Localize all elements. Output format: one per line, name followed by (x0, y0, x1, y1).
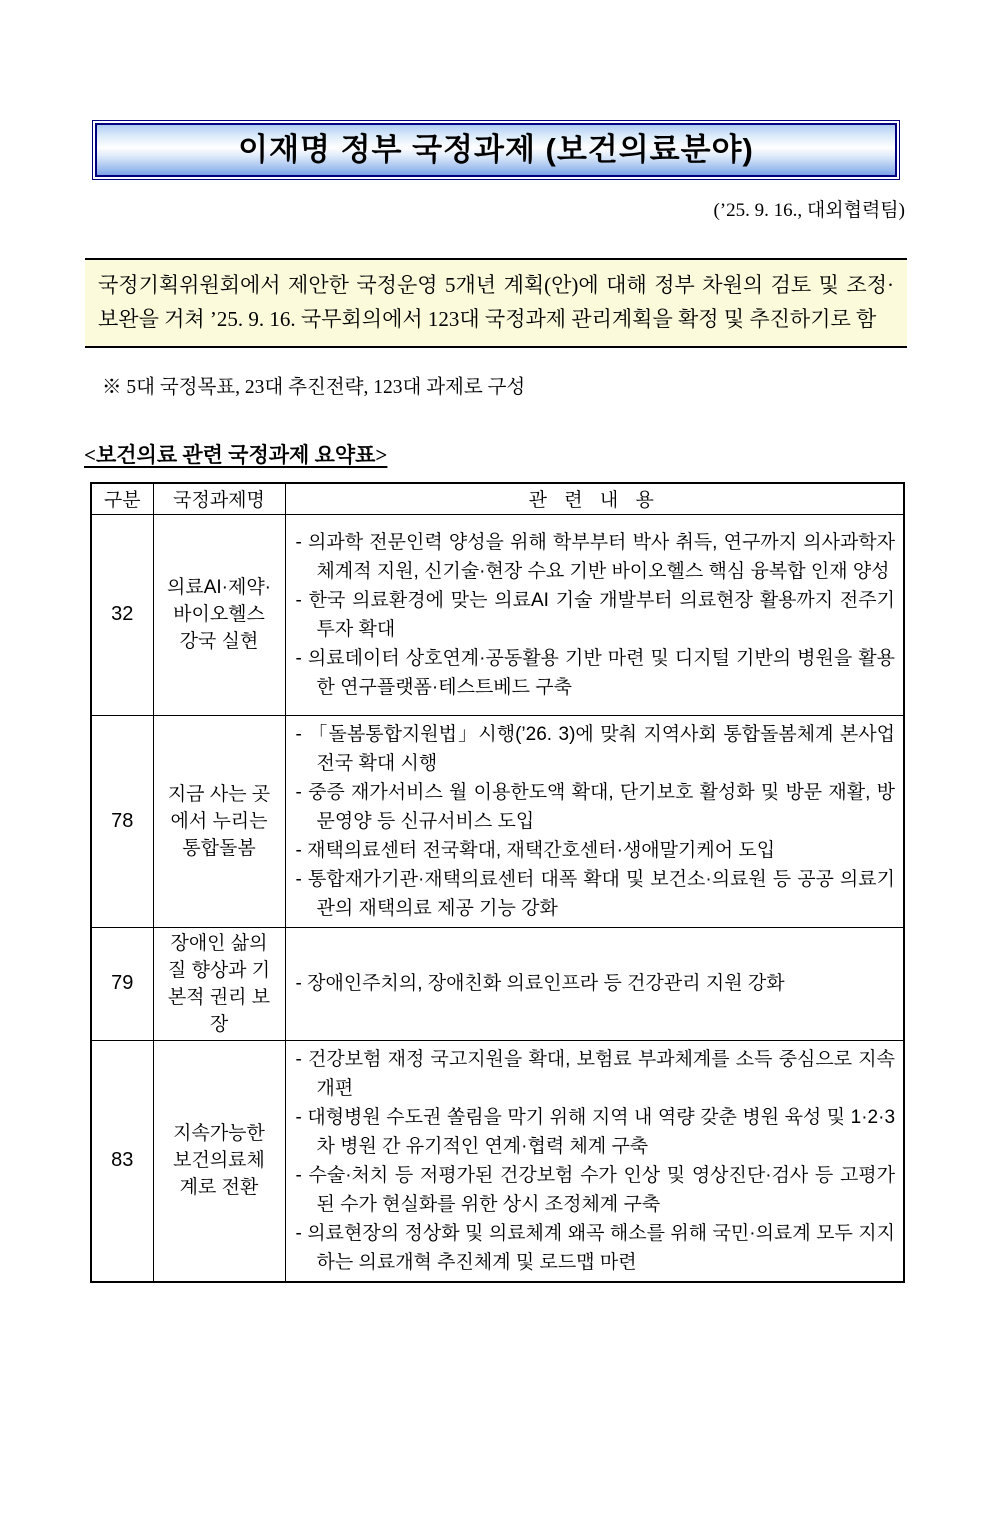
composition-note: ※ 5대 국정목표, 23대 추진전략, 123대 과제로 구성 (102, 377, 526, 398)
table-section-title: <보건의료 관련 국정과제 요약표> (84, 443, 388, 467)
document-page (0, 120, 992, 1523)
task-bullet: - 의료현장의 정상화 및 의료체계 왜곡 해소를 위해 국민·의료계 모두 지지하는 의료개혁 추진체계 및 로드맵 마련 (296, 1219, 896, 1277)
task-id-cell: 79 (91, 927, 153, 1040)
header-cell-name: 국정과제명 (153, 483, 285, 514)
table-header-row (91, 483, 904, 514)
task-bullet: - 재택의료센터 전국확대, 재택간호센터·생애말기케어 도입 (296, 836, 896, 865)
task-bullet: - 의과학 전문인력 양성을 위해 학부부터 박사 취득, 연구까지 의사과학자 체계적 지원, 신기술·현장 수요 기반 바이오헬스 핵심 융복합 인재 양성 (296, 528, 896, 586)
task-bullet: - 「돌봄통합지원법」시행(’26. 3)에 맞춰 지역사회 통합돌봄체계 본사업 전국 확대 시행 (296, 720, 896, 778)
task-bullet: - 수술·처치 등 저평가된 건강보험 수가 인상 및 영상진단·검사 등 고평가된 수가 현실화를 위한 상시 조정체계 구축 (296, 1161, 896, 1219)
task-row-78 (91, 715, 904, 927)
task-row-83 (91, 1040, 904, 1282)
task-content-cell (285, 514, 904, 715)
summary-text: 국정기획위원회에서 제안한 국정운영 5개년 계획(안)에 대해 정부 차원의 검토 및 조정·보완을 거쳐 ’25. 9. 16. 국무회의에서 123대 국정과제 관리계획을 확정 및 추진하기로 함 (98, 273, 894, 331)
task-content-cell (285, 1040, 904, 1282)
task-name-cell: 의료AI·제약·바이오헬스 강국 실현 (153, 514, 285, 715)
task-name-cell: 지금 사는 곳에서 누리는 통합돌봄 (153, 715, 285, 927)
task-bullet: - 장애인주치의, 장애친화 의료인프라 등 건강관리 지원 강화 (296, 969, 896, 998)
task-bullet: - 의료데이터 상호연계·공동활용 기반 마련 및 디지털 기반의 병원을 활용한 연구플랫폼·테스트베드 구축 (296, 644, 896, 702)
task-name-cell: 장애인 삶의 질 향상과 기본적 권리 보장 (153, 927, 285, 1040)
page-title: 이재명 정부 국정과제 (보건의료분야) (95, 123, 897, 177)
task-bullet: - 중증 재가서비스 월 이용한도액 확대, 단기보호 활성화 및 방문 재활, 방문영양 등 신규서비스 도입 (296, 778, 896, 836)
task-summary-table (90, 482, 905, 1283)
header-cell-content: 관 련 내 용 (285, 483, 904, 514)
date-note: (’25. 9. 16., 대외협력팀) (713, 200, 905, 221)
task-content-cell (285, 715, 904, 927)
task-id-cell: 78 (91, 715, 153, 927)
task-row-32 (91, 514, 904, 715)
task-row-79 (91, 927, 904, 1040)
header-cell-id: 구분 (91, 483, 153, 514)
task-content-cell (285, 927, 904, 1040)
task-bullet: - 통합재가기관·재택의료센터 대폭 확대 및 보건소·의료원 등 공공 의료기관의 재택의료 제공 기능 강화 (296, 865, 896, 923)
title-banner (92, 120, 900, 180)
task-name-cell: 지속가능한 보건의료체계로 전환 (153, 1040, 285, 1282)
task-bullet: - 대형병원 수도권 쏠림을 막기 위해 지역 내 역량 갖춘 병원 육성 및 1·2·3차 병원 간 유기적인 연계·협력 체계 구축 (296, 1103, 896, 1161)
summary-highlight-box (85, 258, 907, 348)
task-id-cell: 83 (91, 1040, 153, 1282)
task-bullet: - 건강보험 재정 국고지원을 확대, 보험료 부과체계를 소득 중심으로 지속 개편 (296, 1045, 896, 1103)
task-id-cell: 32 (91, 514, 153, 715)
task-bullet: - 한국 의료환경에 맞는 의료AI 기술 개발부터 의료현장 활용까지 전주기 투자 확대 (296, 586, 896, 644)
